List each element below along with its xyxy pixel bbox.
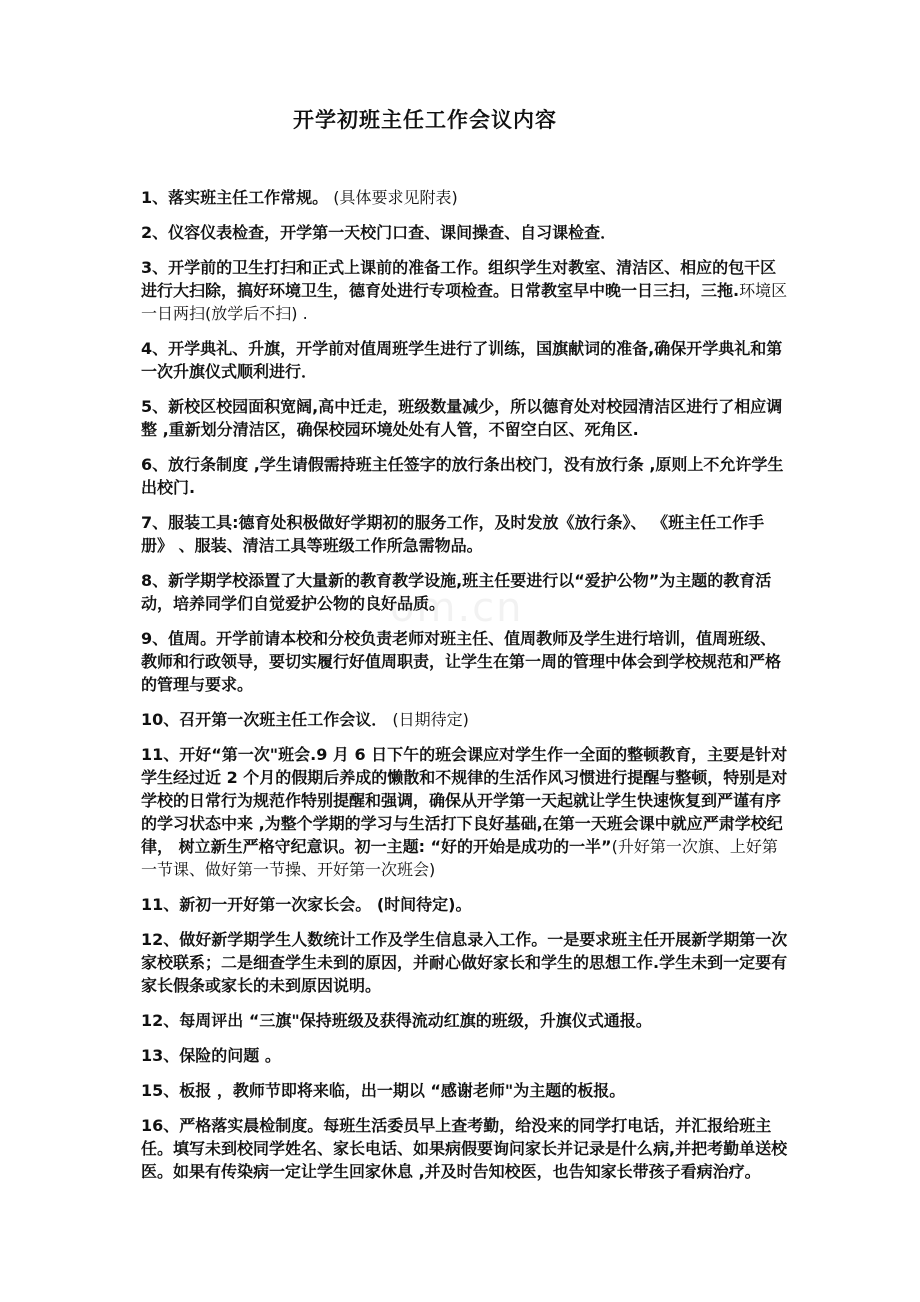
list-item: 7、服装工具:德育处积极做好学期初的服务工作，及时发放《放行条》、 《班主任工作手册》 、服装、清洁工具等班级工作所急需物品。 [141,513,765,555]
list-item: 1、落实班主任工作常规。 (具体要求见附表) [141,188,458,207]
list-item: 13、保险的问题 。 [141,1046,281,1065]
list-item: 15、板报 ，教师节即将来临，出一期以 “感谢老师"为主题的板报。 [141,1081,626,1100]
list-item: 3、开学前的卫生打扫和正式上课前的准备工作。组织学生对教室、清洁区、相应的包干区进行大扫除，搞好环境卫生，德育处进行专项检查。日常教室早中晚一日三扫，三拖.环境区一日两扫(放学后不扫) . [141,258,788,323]
document-title: 开学初班主任工作会议内容 [293,108,557,132]
list-item: 10、召开第一次班主任工作会议． (日期待定) [141,710,469,729]
list-item: 16、严格落实晨检制度。每班生活委员早上查考勤，给没来的同学打电话，并汇报给班主任。填写未到校同学姓名、家长电话、如果病假要询问家长并记录是什么病,并把考勤单送校医。如果有传染病一定让学生回家休息 ,并及时告知校医，也告知家长带孩子看病治疗。 [141,1116,788,1181]
list-item: 11、开好“第一次"班会.9 月 6 日下午的班会课应对学生作一全面的整顿教育，主要是针对学生经过近 2 个月的假期后养成的懒散和不规律的生活作风习惯进行提醒与整顿，特别是对学校的日常行为规范作特别提醒和强调，确保从开学第一天起就让学生快速恢复到严谨有序的学习状态中来 ,为整个学期的学习与生活打下良好基础,在第一天班会课中就应严肃学校纪律， 树立新生严格守纪意识。初一主题: “好的开始是成功的一半”(升好第一次旗、上好第一节课、做好第一节操、开好第一次班会) [141,745,788,879]
list-item: 12、每周评出 “三旗"保持班级及获得流动红旗的班级，升旗仪式通报。 [141,1011,652,1030]
list-item: 2、仪容仪表检查，开学第一天校门口查、课间操查、自习课检查． [141,223,617,242]
list-item: 4、开学典礼、升旗，开学前对值周班学生进行了训练，国旗献词的准备,确保开学典礼和第一次升旗仪式顺利进行． [141,339,783,381]
watermark: om.cn [390,585,524,631]
list-item: 11、新初一开好第一次家长会。 (时间待定)。 [141,895,472,914]
list-item: 6、放行条制度 ,学生请假需持班主任签字的放行条出校门，没有放行条 ,原则上不允许学生出校门. [141,455,784,497]
list-item: 12、做好新学期学生人数统计工作及学生信息录入工作。一是要求班主任开展新学期第一次家校联系；二是细查学生未到的原因，并耐心做好家长和学生的思想工作.学生未到一定要有家长假条或家长的未到原因说明。 [141,930,788,995]
list-item: 5、新校区校园面积宽阔,高中迁走，班级数量减少，所以德育处对校园清洁区进行了相应调整 ,重新划分清洁区，确保校园环境处处有人管，不留空白区、死角区. [141,397,783,439]
list-item: 8、新学期学校添置了大量新的教育教学设施,班主任要进行以“爱护公物”为主题的教育活动，培养同学们自觉爱护公物的良好品质。 [141,571,772,613]
list-item: 9、值周。开学前请本校和分校负责老师对班主任、值周教师及学生进行培训，值周班级、教师和行政领导，要切实履行好值周职责，让学生在第一周的管理中体会到学校规范和严格的管理与要求。 [141,629,782,694]
item-list [141,186,791,1195]
